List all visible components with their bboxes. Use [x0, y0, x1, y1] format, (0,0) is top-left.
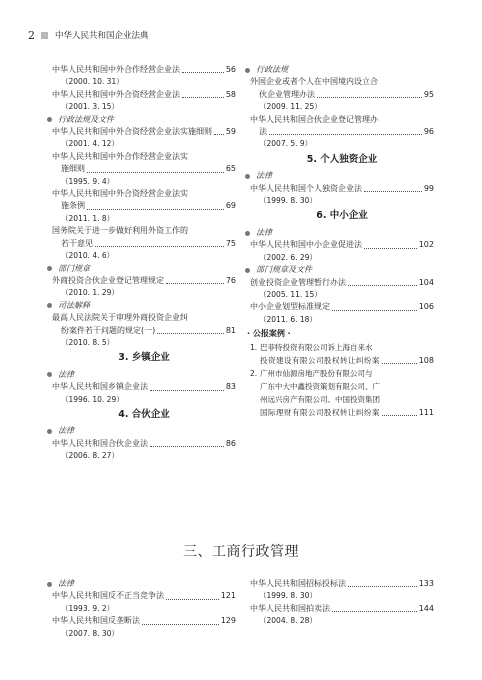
bullet-icon — [47, 266, 52, 271]
header-square-icon — [41, 32, 48, 39]
entry-date: （2010. 8. 5） — [61, 337, 115, 347]
page-ref: 81 — [225, 325, 236, 335]
page-ref: 121 — [220, 591, 236, 601]
toc-entry[interactable]: 中华人民共和国乡镇企业法 83 （1996. 10. 29） — [52, 381, 236, 406]
category-heading: 行政法规 — [245, 64, 434, 76]
entry-date: （2010. 1. 29） — [61, 288, 119, 298]
entry-date: （2001. 3. 15） — [61, 102, 119, 112]
entry-date: （2009. 11. 25） — [259, 102, 322, 112]
entry-date: （2001. 4. 12） — [61, 139, 119, 149]
page-ref: 129 — [220, 616, 236, 626]
page-ref: 83 — [225, 382, 236, 392]
part-title: 三、工商行政管理 — [183, 544, 299, 560]
category-heading: 部门规章 — [47, 263, 236, 275]
bullet-icon — [47, 117, 52, 122]
toc-entry[interactable]: 创业投资企业管理暂行办法 104 （2005. 11. 15） — [250, 277, 434, 302]
toc-left-column — [52, 64, 236, 463]
case-entry[interactable]: 1. 巴菲特投资有限公司诉上海自来水 投资建设有限公司股权转让纠纷案 108 — [250, 342, 434, 365]
entry-date: （2007. 8. 30） — [61, 628, 119, 638]
toc-entry[interactable]: 最高人民法院关于审理外商投资企业纠 纷案件若干问题的规定(一) 81 （2010. 8. 5） — [52, 312, 236, 349]
entry-date: （2000. 10. 31） — [61, 77, 124, 87]
entry-date: （2005. 11. 15） — [259, 289, 322, 299]
section-heading: 5. 个人独资企业 — [306, 153, 378, 165]
bullet-icon — [245, 174, 250, 179]
page-ref: 76 — [225, 275, 236, 285]
page-number: 2 — [28, 28, 35, 42]
page-ref: 104 — [418, 277, 434, 287]
toc-entry[interactable]: 中小企业划型标准规定 106 （2011. 6. 18） — [250, 301, 434, 326]
category-heading: 法律 — [47, 578, 236, 590]
category-heading: 法律 — [47, 369, 236, 381]
entry-date: （1999. 8. 30） — [259, 196, 317, 206]
entry-date: （1999. 8. 30） — [259, 591, 317, 601]
toc-entry[interactable]: 中华人民共和国中外合资经营企业法实施细则 59 （2001. 4. 12） — [52, 126, 236, 151]
page-ref: 69 — [225, 201, 236, 211]
toc-entry[interactable]: 中华人民共和国中外合资经营企业法实 施条例 69 （2011. 1. 8） — [52, 188, 236, 225]
toc-entry[interactable]: 外国企业或者个人在中国境内设立合 伙企业管理办法 95 （2009. 11. 25） — [250, 76, 434, 113]
bullet-icon — [245, 68, 250, 73]
toc-entry[interactable]: 中华人民共和国中小企业促进法 102 （2002. 6. 29） — [250, 239, 434, 264]
toc-entry[interactable]: 中华人民共和国中外合作经营企业法 56 （2000. 10. 31） — [52, 64, 236, 89]
toc-entry[interactable]: 中华人民共和国个人独资企业法 99 （1999. 8. 30） — [250, 183, 434, 208]
category-heading: 行政法规及文件 — [47, 114, 236, 126]
toc-entry[interactable]: 中华人民共和国合伙企业登记管理办 法 96 （2007. 5. 9） — [250, 114, 434, 151]
page-ref: 58 — [225, 89, 236, 99]
category-heading: 司法解释 — [47, 300, 236, 312]
section-heading: 4. 合伙企业 — [118, 408, 170, 420]
entry-date: （2002. 6. 29） — [259, 252, 317, 262]
entry-date: （1993. 9. 2） — [61, 603, 115, 613]
page-ref: 111 — [418, 407, 434, 417]
page-ref: 96 — [423, 127, 434, 137]
page-ref: 95 — [423, 89, 434, 99]
category-heading: 法律 — [245, 227, 434, 239]
toc-right-column — [247, 64, 434, 419]
page-ref: 56 — [225, 65, 236, 74]
book-title: 中华人民共和国企业法典 — [55, 31, 149, 41]
entry-date: （2004. 8. 28） — [259, 616, 317, 626]
bullet-icon — [245, 268, 250, 273]
toc-entry[interactable]: 中华人民共和国拍卖法 144 （2004. 8. 28） — [250, 603, 434, 628]
cases-heading: · 公报案例 · — [247, 329, 291, 339]
toc-entry[interactable]: 中华人民共和国反垄断法 129 （2007. 8. 30） — [52, 615, 236, 640]
page-ref: 59 — [225, 127, 236, 137]
entry-date: （1996. 10. 29） — [61, 394, 124, 404]
entry-date: （2007. 5. 9） — [259, 139, 313, 149]
bullet-icon — [47, 303, 52, 308]
entry-date: （2011. 6. 18） — [259, 314, 317, 324]
entry-date: （2010. 4. 6） — [61, 251, 115, 261]
bullet-icon — [47, 372, 52, 377]
category-heading: 部门规章及文件 — [245, 264, 434, 276]
entry-date: （2006. 8. 27） — [61, 451, 119, 461]
toc-bottom-right-column — [250, 578, 434, 628]
toc-entry[interactable]: 中华人民共和国中外合作经营企业法实 施细则 65 （1995. 9. 4） — [52, 151, 236, 188]
bullet-icon — [245, 231, 250, 236]
page-ref: 144 — [418, 603, 434, 613]
page-ref: 86 — [225, 438, 236, 448]
category-heading: 法律 — [245, 170, 434, 182]
toc-entry[interactable]: 国务院关于进一步做好利用外资工作的 若干意见 75 （2010. 4. 6） — [52, 225, 236, 262]
toc-bottom-left-column — [52, 578, 236, 640]
page-ref: 106 — [418, 302, 434, 312]
entry-date: （1995. 9. 4） — [61, 176, 115, 186]
page-ref: 133 — [418, 579, 434, 588]
bullet-icon — [47, 582, 52, 587]
page-ref: 108 — [418, 355, 434, 365]
category-heading: 法律 — [47, 425, 236, 437]
running-header — [28, 28, 149, 42]
toc-entry[interactable]: 中华人民共和国合伙企业法 86 （2006. 8. 27） — [52, 438, 236, 463]
toc-entry[interactable]: 外商投资合伙企业登记管理规定 76 （2010. 1. 29） — [52, 275, 236, 300]
case-entry[interactable]: 2. 广州市仙源房地产股份有限公司与 广东中大中鑫投资策划有限公司、广 州远兴房产有限公司、中国投资集团 国际理财有限公司股权转让纠纷案 111 — [250, 368, 434, 417]
page-ref: 99 — [423, 183, 434, 193]
bullet-icon — [47, 429, 52, 434]
toc-entry[interactable]: 中华人民共和国反不正当竞争法 121 （1993. 9. 2） — [52, 590, 236, 615]
entry-date: （2011. 1. 8） — [61, 213, 115, 223]
page-ref: 75 — [225, 238, 236, 248]
section-heading: 6. 中小企业 — [316, 210, 368, 222]
section-heading: 3. 乡镇企业 — [118, 352, 170, 364]
page-ref: 102 — [418, 240, 434, 250]
toc-entry[interactable]: 中华人民共和国招标投标法 133 （1999. 8. 30） — [250, 578, 434, 603]
toc-entry[interactable]: 中华人民共和国中外合资经营企业法 58 （2001. 3. 15） — [52, 89, 236, 114]
page-ref: 65 — [225, 164, 236, 174]
